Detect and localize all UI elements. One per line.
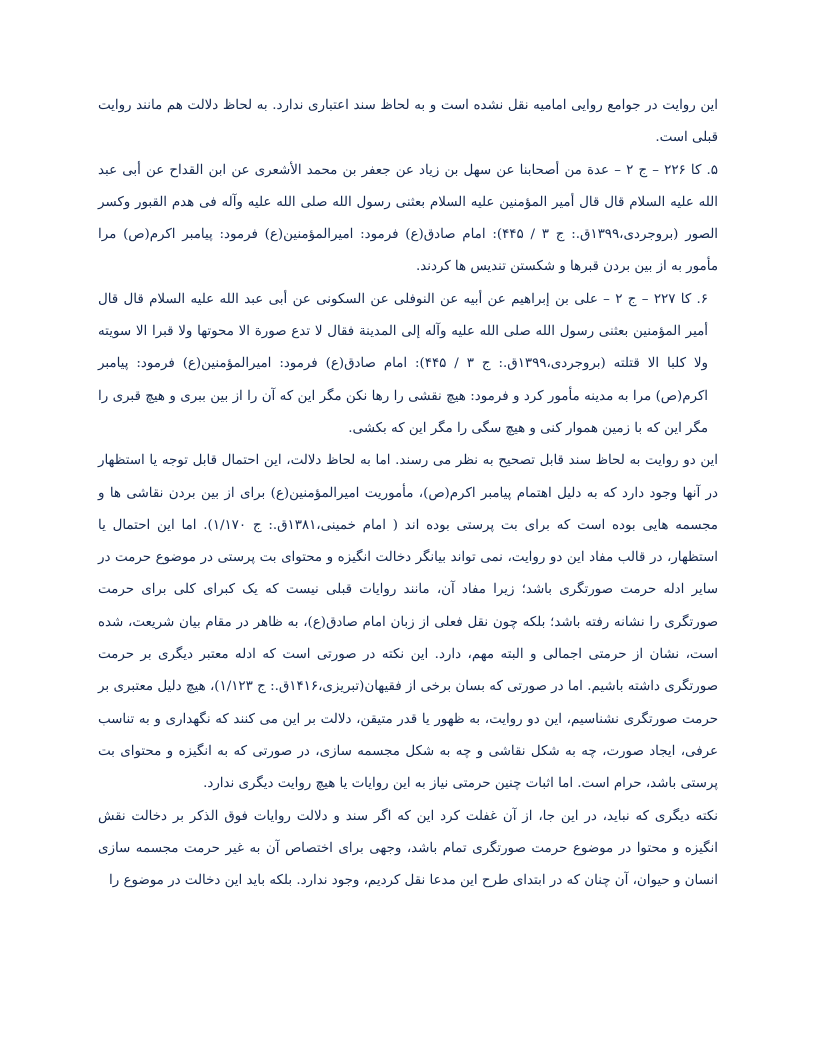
paragraph-p4: این دو روایت به لحاظ سند قابل تصحیح به نظر می رسند. اما به لحاظ دلالت، این احتمال قابل توجه یا استظهار در آنها وجود دارد که به دلیل اهتمام پیامبر اکرم(ص)، مأموریت امیرالمؤمنین(ع) برای از بین بردن نقاشی ها و مجسمه هایی بوده است که برای بت پرستی بوده اند ( امام خمینی،۱۳۸۱ق.: ج ۱/۱۷۰). اما این احتمال یا استظهار، در قالب مفاد این دو روایت، نمی تواند بیانگر دخالت انگیزه و محتوای بت پرستی در موضوع حرمت در سایر ادله حرمت صورتگری باشد؛ زیرا مفاد آن، مانند روایات قبلی نیست که یک کبرای کلی برای حرمت صورتگری را نشانه رفته باشد؛ بلکه چون نقل فعلی از زبان امام صادق(ع)، به ظاهر در مقام بیان شریعت، شده است، نشان از حرمتی اجمالی و البته مهم، دارد. این نکته در صورتی است که ادله معتبر دیگری بر حرمت صورتگری داشته باشیم. اما در صورتی که بسان برخی از فقیهان(تبریزی،۱۴۱۶ق.: ج ۱/۱۲۳)، هیچ دلیل معتبری بر حرمت صورتگری نشناسیم، این دو روایت، به ظهور یا قدر متیقن، دلالت بر این می کنند که نگهداری و به تناسب عرفی، ایجاد صورت، چه به شکل نقاشی و چه به شکل مجسمه سازی، در صورتی که به انگیزه و محتوای بت پرستی باشد، حرام است. اما اثبات چنین حرمتی نیاز به این روایات یا هیچ روایت دیگری ندارد.: [98, 453, 718, 792]
paragraph-p5: نکته دیگری که نباید، در این جا، از آن غفلت کرد این که اگر سند و دلالت روایات فوق الذکر بر دخالت نقش انگیزه و محتوا در موضوع حرمت صورتگری تمام باشد، وجهی برای اختصاص آن به غیر حرمت مجسمه سازی انسان و حیوان، آن چنان که در ابتدای طرح این مدعا نقل کردیم، وجود ندارد. بلکه باید این دخالت در موضوع را: [98, 808, 718, 889]
paragraph-p2: ۵. کا ۲۲۶ – ج ۲ – عدة من أصحابنا عن سهل بن زیاد عن جعفر بن محمد الأشعری عن ابن القداح عن أبی عبد الله علیه السلام قال قال أمیر المؤمنین علیه السلام بعثنی رسول الله صلی الله علیه وآله فی هدم القبور وکسر الصور (بروجردی،۱۳۹۹ق.: ج ۳ / ۴۴۵): امام صادق(ع) فرمود: امیرالمؤمنین(ع) فرمود: پیامبر اکرم(ص) مرا مأمور به از بین بردن قبرها و شکستن تندیس ها کردند.: [98, 162, 718, 275]
paragraph-p3: ۶. کا ۲۲۷ – ج ۲ – علی بن إبراهیم عن أبیه عن النوفلی عن السکونی عن أبی عبد الله علیه السلام قال قال أمیر المؤمنین بعثنی رسول الله صلی الله علیه وآله إلی المدینة فقال لا تدع صورة الا محوتها ولا قبرا الا سویته ولا کلبا الا قتلته (بروجردی،۱۳۹۹ق.: ج ۳ / ۴۴۵): امام صادق(ع) فرمود: امیرالمؤمنین(ع) فرمود: پیامبر اکرم(ص) مرا به مدینه مأمور کرد و فرمود: هیچ نقشی را رها نکن مگر این که آن را از بین ببری و هیچ قبری را مگر این که با زمین هموار کنی و هیچ سگی را مگر این که بکشی.: [98, 291, 708, 436]
paragraph-p1: این روایت در جوامع روایی امامیه نقل نشده است و به لحاظ سند اعتباری ندارد. به لحاظ دلالت هم مانند روایت قبلی است.: [98, 98, 718, 146]
document-page: [98, 90, 718, 897]
